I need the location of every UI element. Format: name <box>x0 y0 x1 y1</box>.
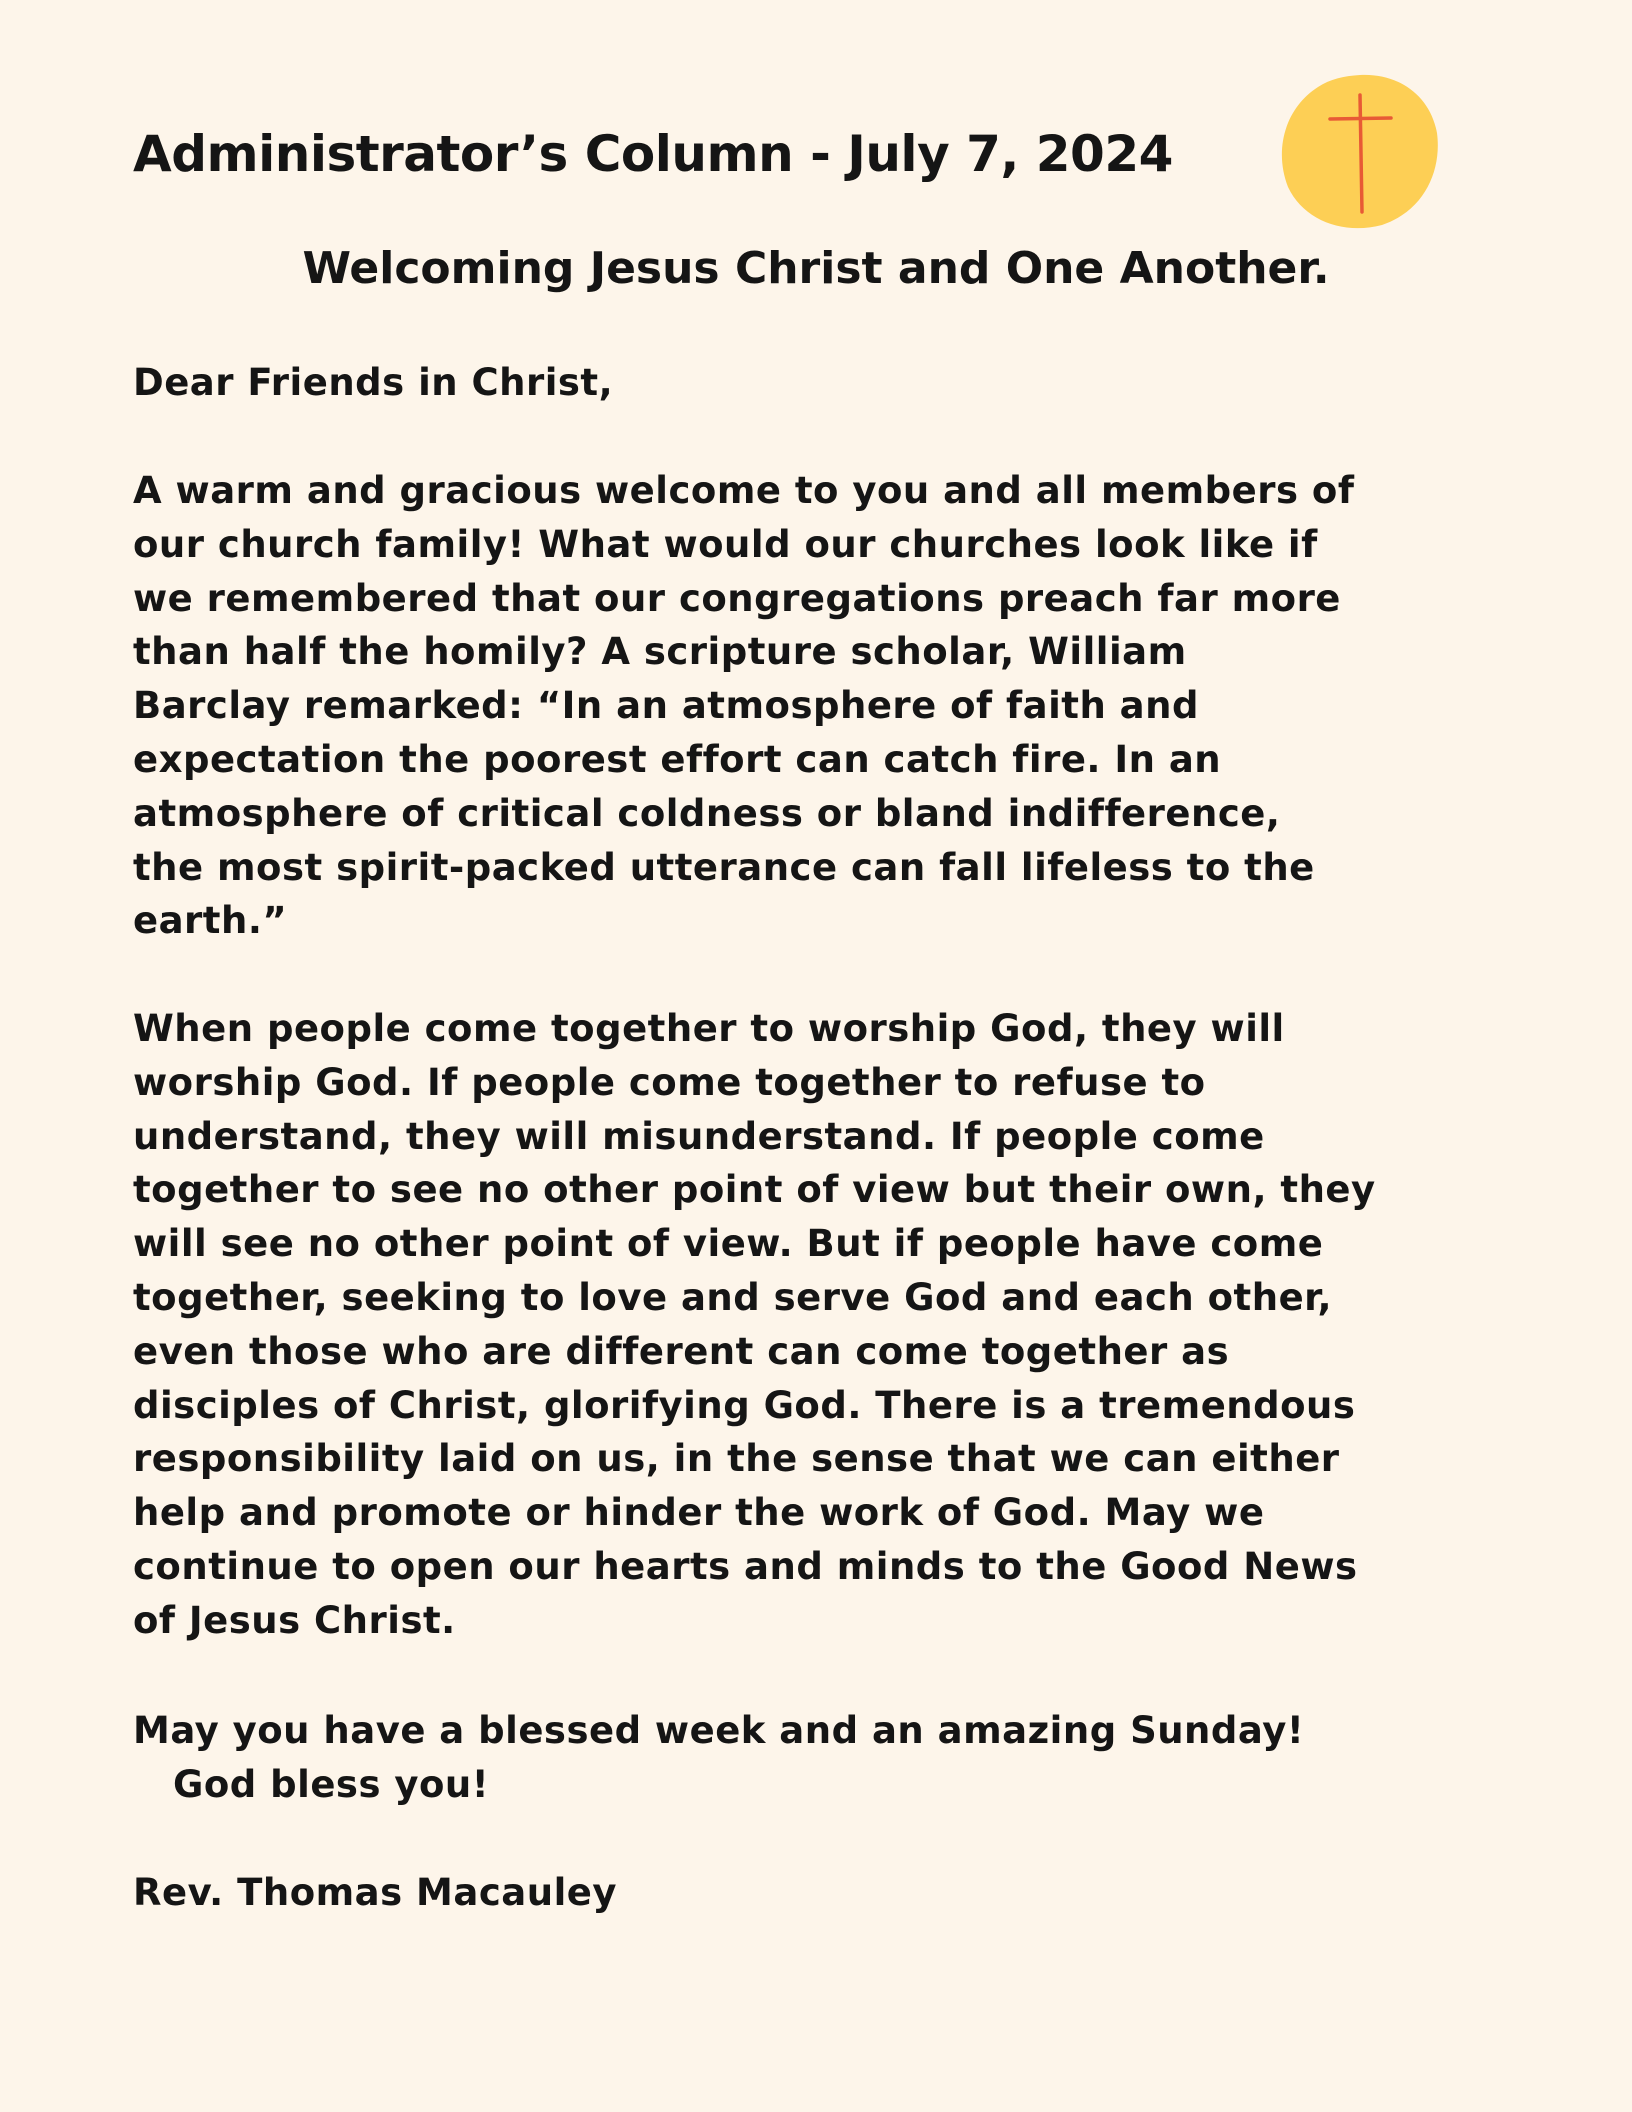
closing-line: May you have a blessed week and an amazing Sunday! <box>133 1709 1305 1752</box>
text-line: of Jesus Christ. <box>133 1598 456 1642</box>
column-title: Administrator’s Column - July 7, 2024 <box>133 125 1173 183</box>
text-line: expectation the poorest effort can catch fire. In an <box>133 737 1222 781</box>
cross-emblem <box>1278 71 1440 231</box>
text-line: together, seeking to love and serve God and each other, <box>133 1275 1333 1319</box>
column-subtitle: Welcoming Jesus Christ and One Another. <box>302 243 1330 294</box>
text-line: continue to open our hearts and minds to the Good News <box>133 1544 1358 1588</box>
text-line: responsibility laid on us, in the sense that we can either <box>133 1437 1340 1481</box>
text-line: than half the homily? A scripture scholar, William <box>133 630 1187 674</box>
paragraph-2 <box>133 1002 1513 1648</box>
cross-icon <box>1278 71 1440 231</box>
text-line: understand, they will misunderstand. If people come <box>133 1114 1265 1158</box>
text-line: Barclay remarked: “In an atmosphere of faith and <box>133 684 1199 728</box>
text-line: together to see no other point of view but their own, they <box>133 1168 1376 1212</box>
salutation: Dear Friends in Christ, <box>133 361 614 404</box>
text-line: our church family! What would our churches look like if <box>133 522 1318 566</box>
cross-vertical <box>1360 95 1362 212</box>
paragraph-1 <box>133 464 1513 948</box>
text-line: the most spirit-packed utterance can fall lifeless to the <box>133 845 1315 889</box>
text-line: disciples of Christ, glorifying God. There is a tremendous <box>133 1383 1356 1427</box>
text-line: A warm and gracious welcome to you and all members of <box>133 469 1355 512</box>
blessing-line: God bless you! <box>173 1763 490 1806</box>
text-line: will see no other point of view. But if people have come <box>133 1222 1324 1266</box>
text-line: even those who are different can come together as <box>133 1329 1230 1373</box>
signature: Rev. Thomas Macauley <box>133 1871 617 1914</box>
text-line: earth.” <box>133 899 288 943</box>
text-line: worship God. If people come together to refuse to <box>133 1060 1206 1104</box>
text-line: atmosphere of critical coldness or bland indifference, <box>133 791 1281 835</box>
text-line: When people come together to worship God, they will <box>133 1007 1285 1050</box>
text-line: help and promote or hinder the work of God. May we <box>133 1491 1265 1535</box>
text-line: we remembered that our congregations preach far more <box>133 576 1341 620</box>
cross-horizontal <box>1330 118 1391 119</box>
